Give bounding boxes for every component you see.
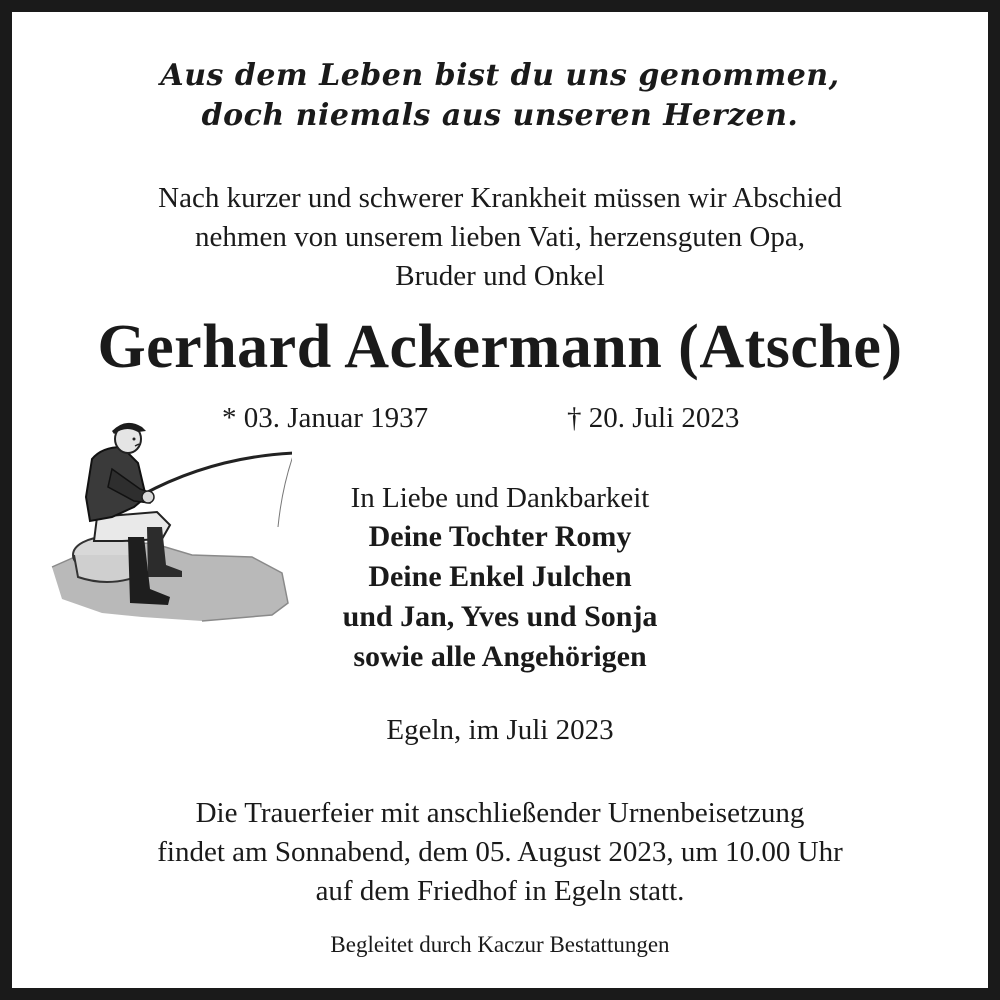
deceased-name: Gerhard Ackermann (Atsche) (97, 313, 903, 381)
birth-date: * 03. Januar 1937 (222, 402, 429, 434)
death-date: † 20. Juli 2023 (567, 402, 740, 434)
motto-line-2: doch niemals aus unseren Herzen. (201, 98, 799, 133)
ceremony-line-3: auf dem Friedhof in Egeln statt. (315, 875, 685, 907)
intro-line-2: nehmen von unserem lieben Vati, herzensguten Opa, (195, 221, 805, 253)
motto-line-1: Aus dem Leben bist du uns genommen, (160, 58, 840, 93)
mourners-intro: In Liebe und Dankbarkeit (350, 482, 650, 514)
intro-line-1: Nach kurzer und schwerer Krankheit müssen wir Abschied (158, 182, 842, 214)
intro-line-3: Bruder und Onkel (395, 260, 605, 292)
undertaker-credit: Begleitet durch Kaczur Bestattungen (330, 932, 670, 957)
ceremony-line-2: findet am Sonnabend, dem 05. August 2023, um 10.00 Uhr (157, 836, 843, 868)
ceremony-line-1: Die Trauerfeier mit anschließender Urnenbeisetzung (195, 797, 805, 829)
mourner-line-1: Deine Tochter Romy (368, 520, 632, 553)
place-date: Egeln, im Juli 2023 (386, 714, 614, 746)
mourner-line-4: sowie alle Angehörigen (353, 640, 647, 673)
mourner-line-3: und Jan, Yves und Sonja (342, 600, 658, 633)
mourner-line-2: Deine Enkel Julchen (368, 560, 632, 593)
